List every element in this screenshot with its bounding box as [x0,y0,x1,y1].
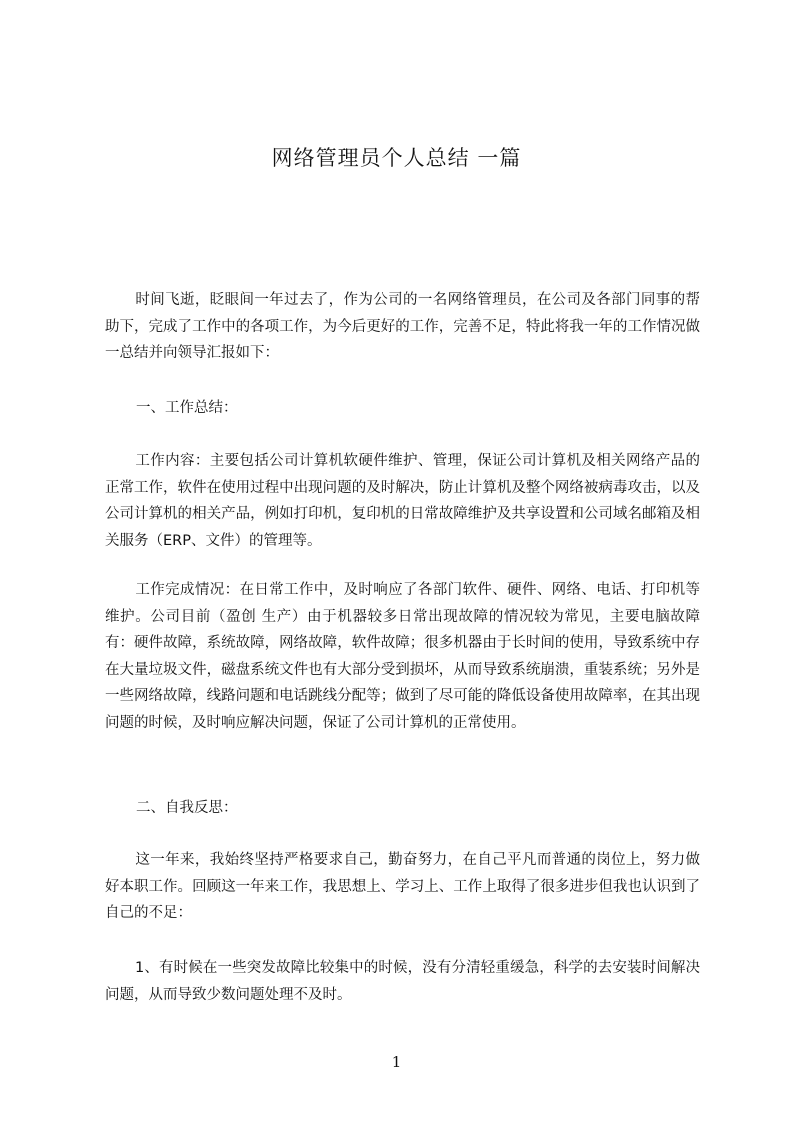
reflection-paragraph [105,847,700,927]
intro-paragraph [105,287,700,367]
work-content-paragraph [105,448,700,554]
work-completion-paragraph [105,577,700,736]
reflection-text: 这一年来，我始终坚持严格要求自己，勤奋努力，在自己平凡而普通的岗位上，努力做好本职工作。回顾这一年来工作，我思想上、学习上、工作上取得了很多进步但我也认识到了自己的不足： [105,852,700,921]
intro-text: 时间飞逝，眨眼间一年过去了，作为公司的一名网络管理员，在公司及各部门同事的帮助下，完成了工作中的各项工作，为今后更好的工作，完善不足，特此将我一年的工作情况做一总结并向领导汇报如下： [105,292,700,361]
work-content-text: 工作内容：主要包括公司计算机软硬件维护、管理，保证公司计算机及相关网络产品的正常工作，软件在使用过程中出现问题的及时解决，防止计算机及整个网络被病毒攻击，以及公司计算机的相关产品，例如打印机，复印机的日常故障维护及共享设置和公司域名邮箱及相关服务（ERP、文件）的管理等。 [105,453,700,549]
section-heading-self-reflection: 二、自我反思： [136,800,238,816]
work-completion-text: 工作完成情况：在日常工作中，及时响应了各部门软件、硬件、网络、电话、打印机等维护。公司目前（盈创 生产）由于机器较多日常出现故障的情况较为常见，主要电脑故障有：硬件故障，系统故障，网络故障，软件故障；很多机器由于长时间的使用，导致系统中存在大量垃圾文件，磁盘系统文件也有大部分受到损坏，从而导致系统崩溃，重装系统；另外是一些网络故障，线路问题和电话跳线分配等；做到了尽可能的降低设备使用故障率，在其出现问题的时候，及时响应解决问题，保证了公司计算机的正常使用。 [105,582,700,731]
page-number: 1 [391,1053,402,1071]
issue-item-1 [105,955,700,1008]
section-heading-work-summary: 一、工作总结： [136,400,238,416]
document-title: 网络管理员个人总结 一篇 [271,146,522,170]
issue-item-1-text: 1、有时候在一些突发故障比较集中的时候，没有分清轻重缓急，科学的去安装时间解决问题，从而导致少数问题处理不及时。 [105,960,700,1003]
